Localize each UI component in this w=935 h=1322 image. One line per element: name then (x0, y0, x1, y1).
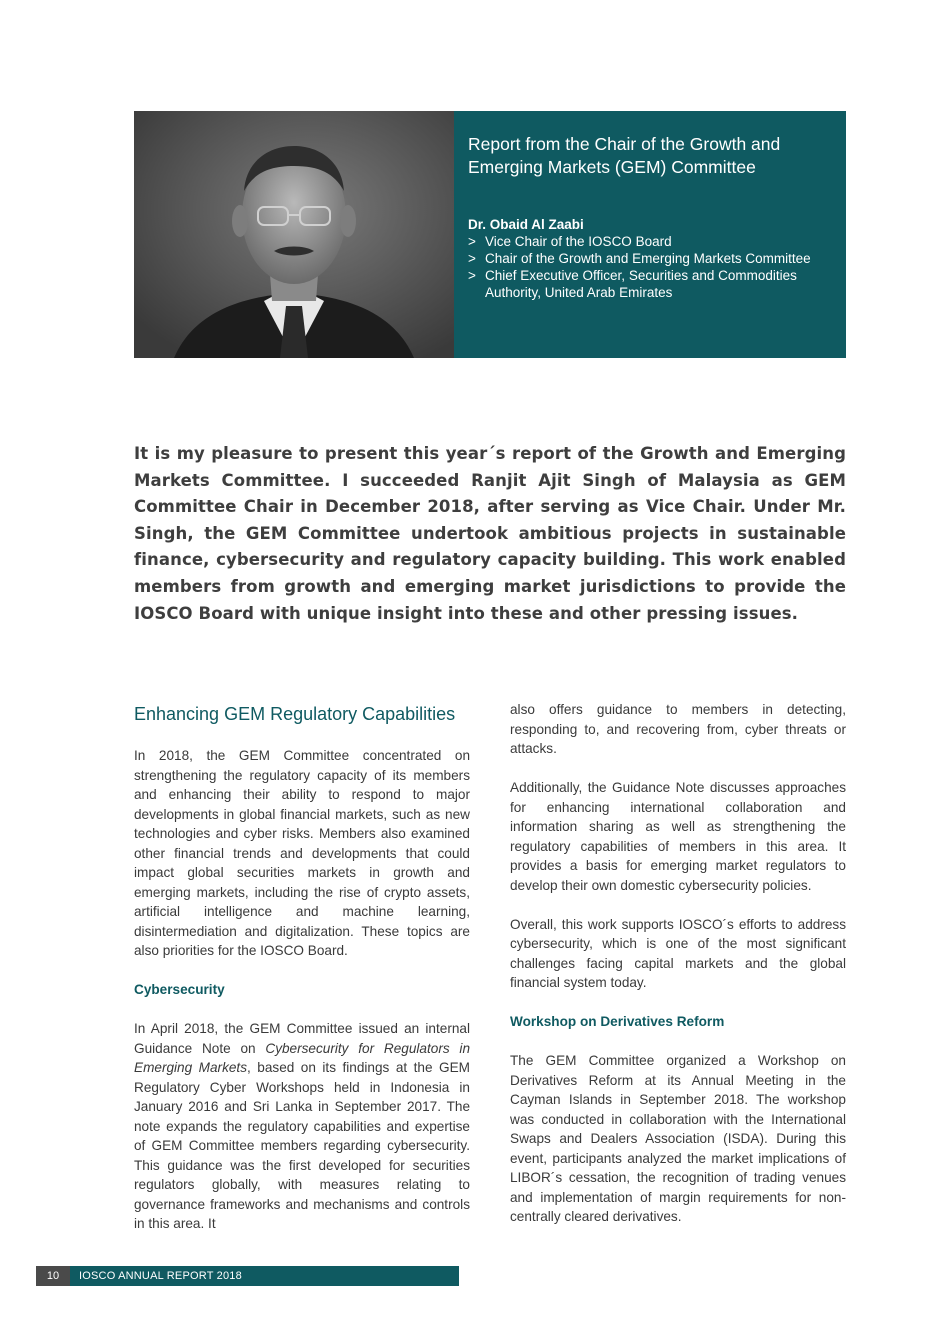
body-paragraph: Additionally, the Guidance Note discusses approaches for enhancing international collaboration and information sharing as well as strengthening the regulatory capabilities of members in this area. It provides a basis for emerging market regulators to develop their own domestic cybersecurity policies. (510, 780, 846, 893)
page-number: 10 (36, 1266, 70, 1286)
chair-roles-list (468, 233, 832, 301)
page-footer (36, 1266, 459, 1286)
body-paragraph: also offers guidance to members in detecting, responding to, and recovering from, cyber threats or attacks. (510, 702, 846, 756)
body-paragraph: The GEM Committee organized a Workshop on Derivatives Reform at its Annual Meeting in the Cayman Islands in September 2018. The workshop was conducted in collaboration with the International Swaps and Dealers Association (ISDA). During this event, participants analyzed the market implications of LIBOR´s cessation, the recognition of trading venues and implementation of margin requirements for non-centrally cleared derivatives. (510, 1053, 846, 1224)
body-paragraph (134, 1019, 470, 1234)
role-item: > Vice Chair of the IOSCO Board (468, 233, 832, 250)
subheading-derivatives-workshop: Workshop on Derivatives Reform (510, 1014, 725, 1029)
right-column (510, 700, 846, 1246)
chair-info-panel (454, 111, 846, 358)
subheading-cybersecurity: Cybersecurity (134, 982, 225, 997)
portrait-illustration (134, 111, 454, 358)
guidance-note-title: Cybersecurity for Regulators in Emerging Markets (134, 1040, 470, 1075)
role-item: > Chair of the Growth and Emerging Markets Committee (468, 250, 832, 267)
intro-statement: It is my pleasure to present this year´s report of the Growth and Emerging Markets Committee. I succeeded Ranjit Ajit Singh of Malaysia as GEM Committee Chair in December 2018, after serving as Vice Chair. Under Mr. Singh, the GEM Committee undertook ambitious projects in sustainable finance, cybersecurity and regulatory capacity building. This work enabled members from growth and emerging market jurisdictions to provide the IOSCO Board with unique insight into these and other pressing issues. (134, 444, 846, 623)
chair-header (134, 111, 846, 358)
chair-name: Dr. Obaid Al Zaabi (468, 217, 584, 232)
left-column (134, 700, 470, 1253)
chair-portrait-photo (134, 111, 454, 358)
body-paragraph: In 2018, the GEM Committee concentrated on strengthening the regulatory capacity of its members and enhancing their ability to respond to major developments in global financial markets, such as new technologies and cyber risks. Members also examined other financial trends and developments that could impact global securities markets in growth and emerging markets, including the rise of crypto assets, artificial intelligence and machine learning, disintermediation and digitalization. These topics are also priorities for the IOSCO Board. (134, 748, 470, 958)
role-item: > Chief Executive Officer, Securities and Commodities Authority, United Arab Emirates (468, 267, 832, 301)
section-heading: Enhancing GEM Regulatory Capabilities (134, 704, 456, 724)
body-paragraph: Overall, this work supports IOSCO´s efforts to address cybersecurity, which is one of the most significant challenges facing capital markets and the global financial system today. (510, 916, 846, 990)
report-title: Report from the Chair of the Growth and Emerging Markets (GEM) Committee (468, 134, 781, 177)
paragraph-text: In April 2018, the GEM Committee issued an internal Guidance Note on (134, 1021, 470, 1056)
paragraph-text: , based on its findings at the GEM Regulatory Cyber Workshops held in Indonesia in January 2016 and Sri Lanka in September 2017. The note expands the regulatory capabilities and expertise of GEM Committee members regarding cybersecurity. This guidance was the first developed for securities regulators globally, with measures relating to governance frameworks and mechanisms and controls in this area. It (134, 1060, 470, 1231)
footer-title: IOSCO ANNUAL REPORT 2018 (79, 1270, 242, 1282)
